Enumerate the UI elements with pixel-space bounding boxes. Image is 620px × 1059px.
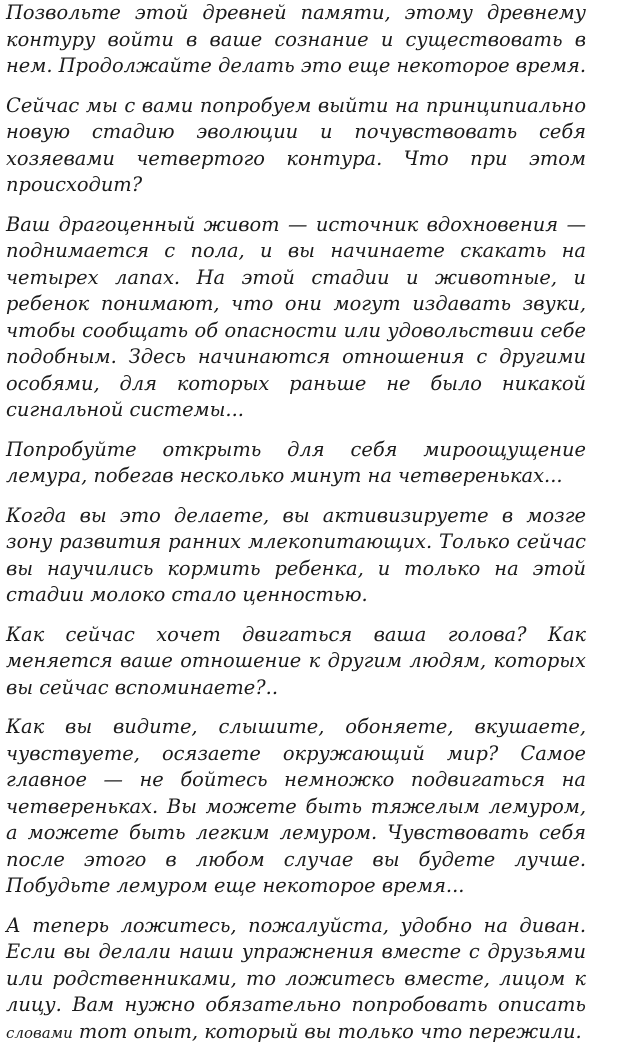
- paragraph-8: [6, 913, 586, 1047]
- paragraph-2: Сейчас мы с вами попробуем выйти на принципиально новую стадию эволюции и почувствовать себя хозяевами четвертого контура. Что при этом происходит?: [6, 93, 586, 196]
- paragraph-7: Как вы видите, слышите, обоняете, вкушаете, чувствуете, осязаете окружающий мир? Самое главное — не бойтесь немножко подвигаться на четвереньках. Вы можете быть тяжелым лемуром, а можете быть легким лемуром. Чувствовать себя после этого в любом случае вы будете лучше. Побудьте лемуром еще некоторое время...: [6, 715, 586, 897]
- document-page: [6, 0, 586, 1059]
- paragraph-3: Ваш драгоценный живот — источник вдохновения — поднимается с пола, и вы начинаете скакать на четырех лапах. На этой стадии и животные, и ребенок понимают, что они могут издавать звуки, чтобы сообщать об опасности или удовольствии себе подобным. Здесь начинаются отношения с другими особями, для которых раньше не было никакой сигнальной системы...: [6, 212, 586, 421]
- paragraph-8-small-word: словами: [6, 1023, 73, 1042]
- paragraph-1: Позвольте этой древней памяти, этому древнему контуру войти в ваше сознание и существовать в нем. Продолжайте делать это еще некоторое время.: [6, 1, 587, 77]
- paragraph-8-text-end: тот опыт, который вы только что пережили.: [72, 1019, 582, 1043]
- paragraph-4: Попробуйте открыть для себя мироощущение лемура, побегав несколько минут на четвереньках...: [6, 437, 586, 487]
- paragraph-6: Как сейчас хочет двигаться ваша голова? Как меняется ваше отношение к другим людям, которых вы сейчас вспоминаете?..: [6, 622, 586, 699]
- paragraph-8-text-start: А теперь ложитесь, пожалуйста, удобно на диван. Если вы делали наши упражнения вместе с друзьями или родственниками, то ложитесь вместе, лицом к лицу. Вам нужно обязательно попробовать описать: [6, 913, 586, 1016]
- paragraph-5: Когда вы это делаете, вы активизируете в мозге зону развития ранних млекопитающих. Только сейчас вы научились кормить ребенка, и только на этой стадии молоко стало ценностью.: [6, 503, 586, 606]
